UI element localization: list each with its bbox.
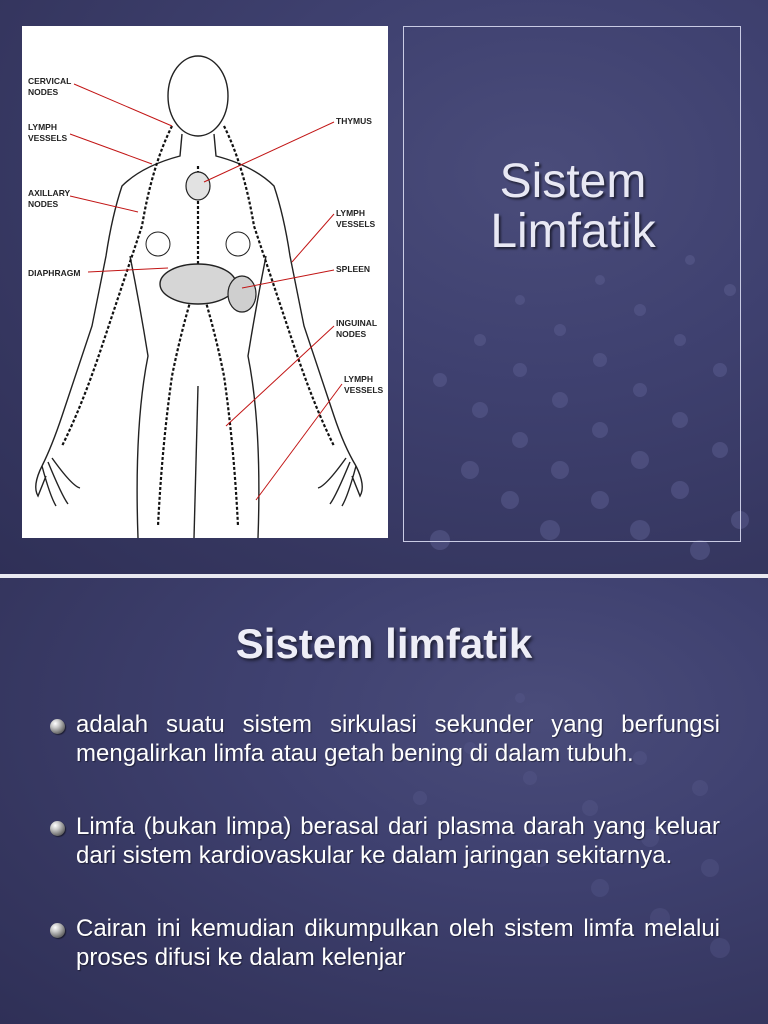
label-lymph-right: LYMPH	[336, 208, 365, 218]
label-spleen: SPLEEN	[336, 264, 371, 274]
bullet-item	[48, 914, 720, 972]
label-axillary: AXILLARY	[28, 188, 71, 198]
bullet-text: adalah suatu sistem sirkulasi sekunder yang berfungsi mengalirkan limfa atau getah bening di dalam tubuh.	[76, 711, 720, 767]
bullet-item	[48, 812, 720, 870]
bullet-icon	[50, 821, 65, 836]
bullet-list	[48, 710, 720, 1016]
title-line-1: Sistem	[499, 155, 647, 208]
bullet-icon	[50, 923, 65, 938]
label-cervical-nodes: NODES	[28, 87, 59, 97]
bullet-icon	[50, 719, 65, 734]
bullet-text: Cairan ini kemudian dikumpulkan oleh sistem limfa melalui proses difusi ke dalam kelenjar	[76, 915, 720, 971]
bullet-text: Limfa (bukan limpa) berasal dari plasma darah yang keluar dari sistem kardiovaskular ke dalam jaringan sekitarnya.	[76, 813, 720, 869]
label-cervical: CERVICAL	[28, 76, 72, 86]
label-lymph-right-vessels: VESSELS	[336, 219, 376, 229]
label-inguinal: INGUINAL	[336, 318, 378, 328]
slide-2	[0, 578, 768, 1024]
slide-1-title	[404, 157, 742, 257]
label-diaphragm: DIAPHRAGM	[28, 268, 81, 278]
bullet-item	[48, 710, 720, 768]
slide-2-title: Sistem limfatik	[235, 620, 533, 667]
label-inguinal-nodes: NODES	[336, 329, 367, 339]
label-lymph-lower: LYMPH	[344, 374, 373, 384]
lymphatic-system-figure	[22, 26, 388, 538]
label-lymph-left-vessels: VESSELS	[28, 133, 68, 143]
title-line-2: Limfatik	[490, 205, 656, 258]
label-axillary-nodes: NODES	[28, 199, 59, 209]
label-thymus: THYMUS	[336, 116, 372, 126]
title-placeholder-box	[403, 26, 741, 542]
label-lymph-left: LYMPH	[28, 122, 57, 132]
label-lymph-lower-vessels: VESSELS	[344, 385, 384, 395]
